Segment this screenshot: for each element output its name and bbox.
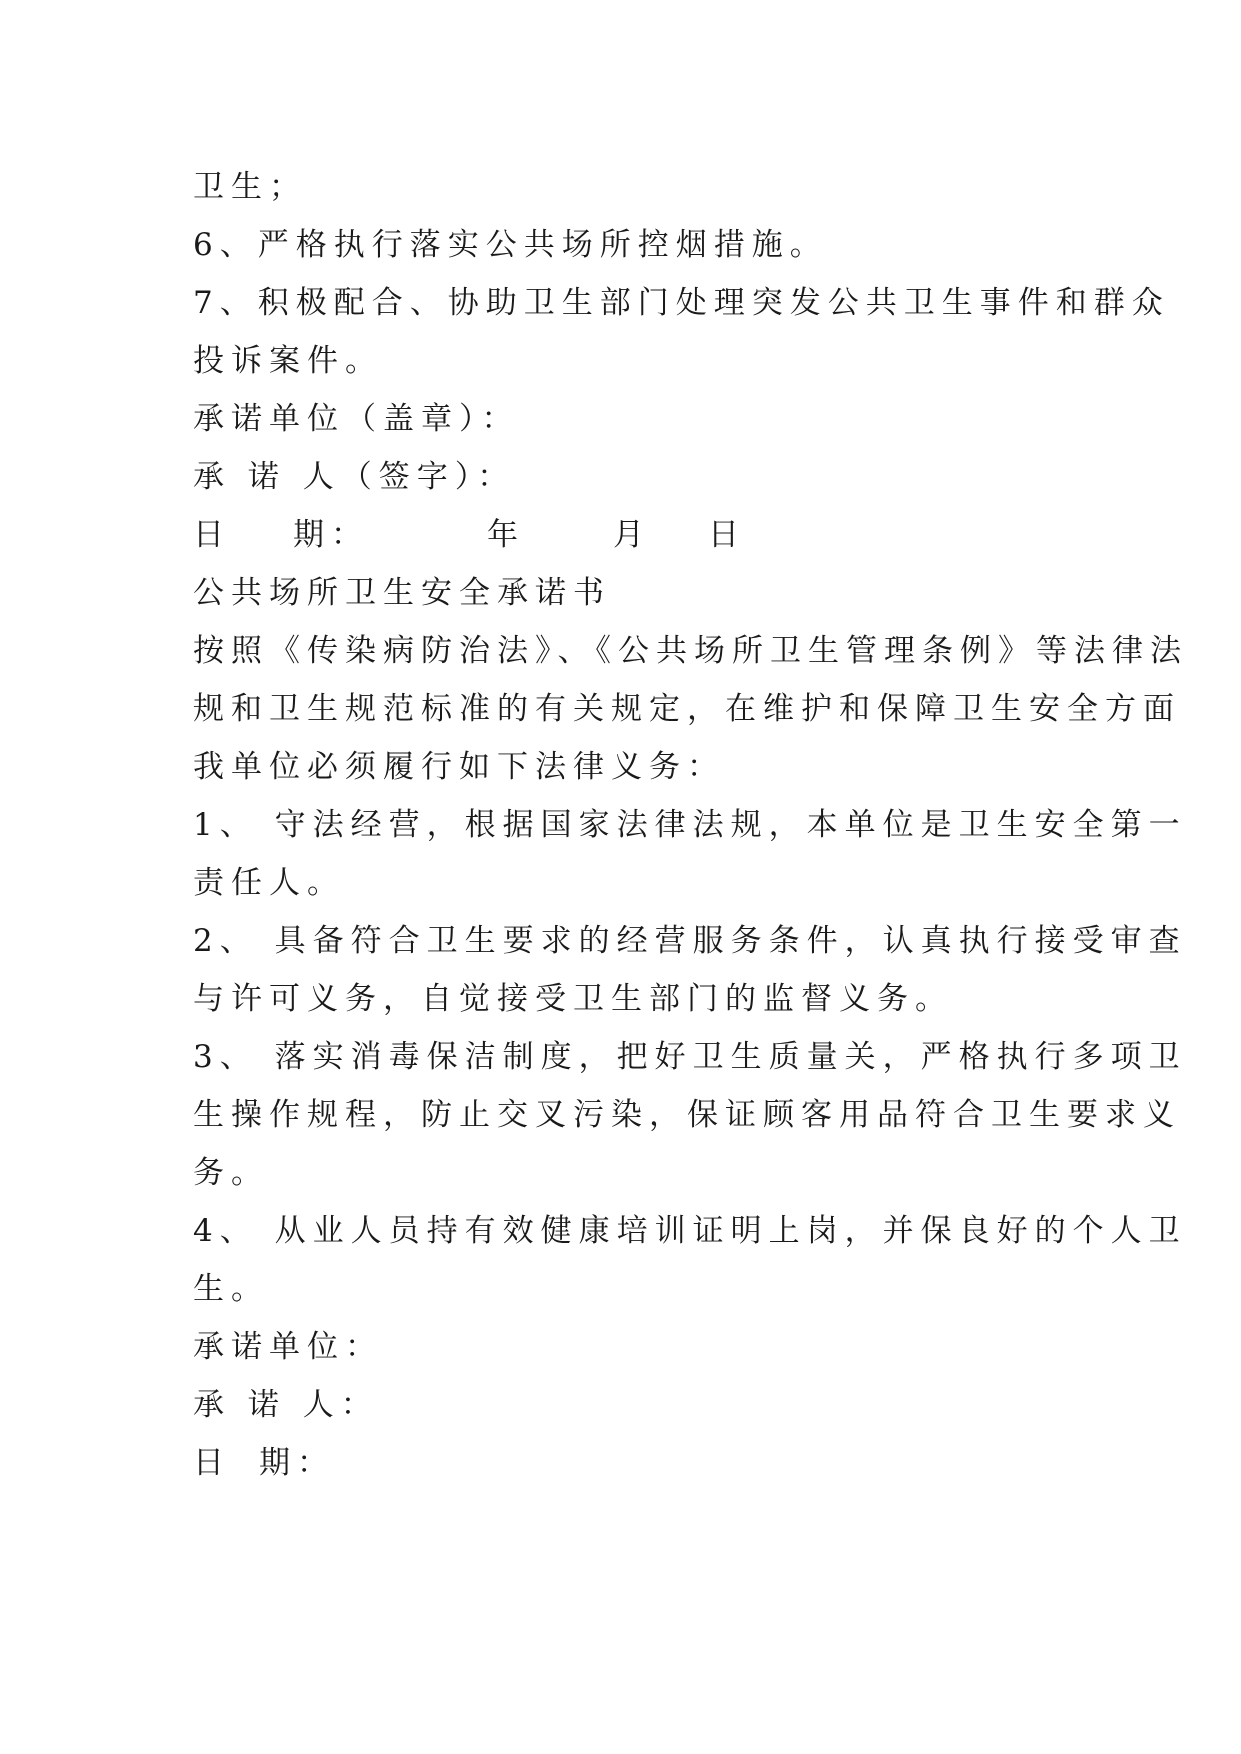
text-line: 4、 从业人员持有效健康培训证明上岗，并保良好的个人卫 xyxy=(193,1213,1187,1249)
document-page xyxy=(193,158,1188,1492)
text-line: 3、 落实消毒保洁制度，把好卫生质量关，严格执行多项卫 xyxy=(193,1039,1187,1075)
date-year-label: 年 xyxy=(487,517,525,553)
text-line: 6、严格执行落实公共场所控烟措施。 xyxy=(193,227,828,263)
text-line: 7、积极配合、协助卫生部门处理突发公共卫生事件和群众 xyxy=(193,285,1170,321)
text-line: 按照《传染病防治法》、《公共场所卫生管理条例》等法律法 xyxy=(193,633,1188,669)
text-line: 1、 守法经营，根据国家法律法规，本单位是卫生安全第一 xyxy=(193,807,1187,843)
text-line: 与许可义务，自觉接受卫生部门的监督义务。 xyxy=(193,981,953,1017)
document-title: 公共场所卫生安全承诺书 xyxy=(193,575,611,611)
final-date-period-label: 期： xyxy=(259,1445,335,1481)
signature-unit-line: 承诺单位： xyxy=(193,1329,383,1365)
date-period-label: 期： xyxy=(293,517,369,553)
text-line: 卫生； xyxy=(193,169,307,205)
signature-person-line: 承 诺 人： xyxy=(193,1387,379,1423)
text-line: 我单位必须履行如下法律义务： xyxy=(193,749,725,785)
text-line: 生。 xyxy=(193,1271,269,1307)
text-line: 投诉案件。 xyxy=(193,343,383,379)
text-line: 规和卫生规范标准的有关规定，在维护和保障卫生安全方面 xyxy=(193,691,1181,727)
date-day-suffix: 日 xyxy=(708,517,746,553)
text-line: 2、 具备符合卫生要求的经营服务条件，认真执行接受审查 xyxy=(193,923,1187,959)
text-line: 务。 xyxy=(193,1155,269,1191)
text-line: 生操作规程，防止交叉污染，保证顾客用品符合卫生要求义 xyxy=(193,1097,1181,1133)
signature-person-line: 承 诺 人（签字）： xyxy=(193,459,516,495)
date-month-label: 月 xyxy=(613,517,651,553)
final-date-day-label: 日 xyxy=(193,1445,231,1481)
date-line xyxy=(193,506,1063,564)
final-date-line xyxy=(193,1434,1063,1492)
date-day-label: 日 xyxy=(193,517,231,553)
signature-unit-line: 承诺单位（盖章）： xyxy=(193,401,520,437)
text-line: 责任人。 xyxy=(193,865,345,901)
